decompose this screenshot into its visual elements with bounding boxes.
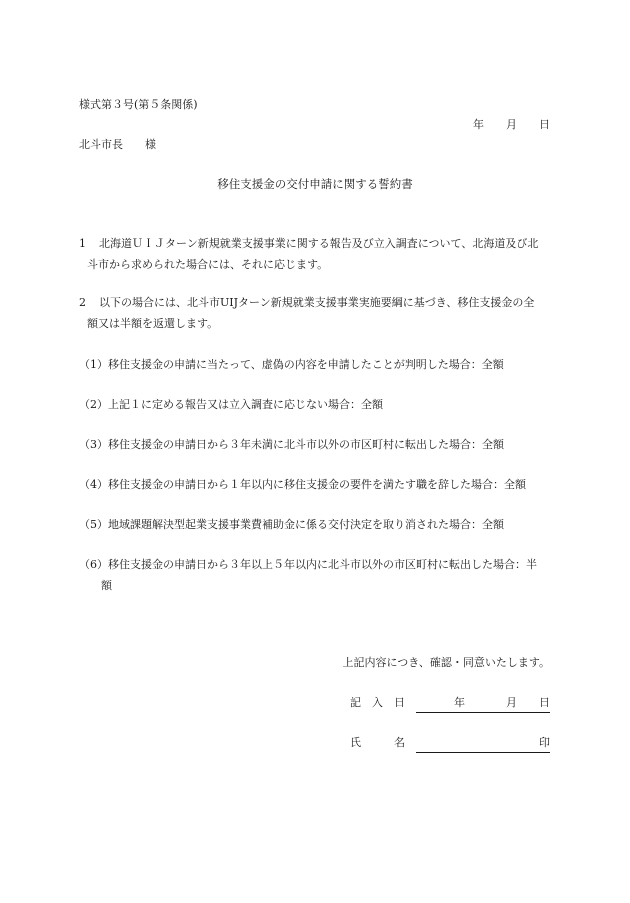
sub-item-4 bbox=[79, 474, 554, 495]
date-header-year: 年 bbox=[473, 118, 484, 131]
date-header-month: 月 bbox=[506, 118, 517, 131]
form-number: 様式第３号(第５条関係) bbox=[79, 98, 198, 111]
item-number: 2 bbox=[79, 296, 86, 309]
consent-statement: 上記内容につき、確認・同意いたします。 bbox=[342, 656, 550, 669]
entry-date-day: 日 bbox=[539, 696, 550, 709]
item-text-line2: 斗市から求められた場合には、それに応じます。 bbox=[87, 258, 329, 271]
item-text-line1: 北海道ＵＩＪターン新規就業支援事業に関する報告及び立入調査について、北海道及び北 bbox=[99, 237, 539, 250]
entry-date-month: 月 bbox=[506, 696, 517, 709]
sub-item-6 bbox=[79, 554, 554, 596]
name-label: 氏 名 bbox=[350, 736, 405, 749]
item-text-line2: 額又は半額を返還します。 bbox=[87, 317, 219, 330]
entry-date-label: 記 入 日 bbox=[350, 696, 405, 709]
pledge-item-2 bbox=[79, 292, 554, 334]
entry-date-field[interactable] bbox=[416, 698, 550, 713]
sub-item-3 bbox=[79, 434, 554, 455]
name-field[interactable] bbox=[416, 738, 550, 753]
sub-item-text: （2）上記１に定める報告又は立入調査に応じない場合：全額 bbox=[79, 398, 383, 411]
addressee: 北斗市長 様 bbox=[79, 138, 156, 151]
date-header-day: 日 bbox=[539, 118, 550, 131]
date-header bbox=[473, 119, 550, 130]
sub-item-text: （1）移住支援金の申請に当たって、虚偽の内容を申請したことが判明した場合：全額 bbox=[79, 358, 504, 371]
sub-item-text: （4）移住支援金の申請日から１年以内に移住支援金の要件を満たす職を辞した場合：全額 bbox=[79, 478, 526, 491]
sub-item-5 bbox=[79, 514, 554, 535]
sub-item-text-line2: 額 bbox=[101, 579, 112, 592]
entry-date-year: 年 bbox=[454, 696, 465, 709]
entry-date-row bbox=[350, 697, 550, 713]
sub-item-1 bbox=[79, 354, 554, 375]
sub-item-text: （5）地域課題解決型起業支援事業費補助金に係る交付決定を取り消された場合：全額 bbox=[79, 518, 504, 531]
item-text-line1: 以下の場合には、北斗市UIJターン新規就業支援事業実施要綱に基づき、移住支援金の全 bbox=[99, 296, 535, 309]
document-title: 移住支援金の交付申請に関する誓約書 bbox=[217, 177, 413, 191]
item-number: 1 bbox=[79, 237, 86, 250]
seal-mark: 印 bbox=[539, 736, 550, 749]
pledge-item-1 bbox=[79, 233, 554, 275]
sub-item-text: （6）移住支援金の申請日から３年以上５年以内に北斗市以外の市区町村に転出した場合：半 bbox=[79, 558, 537, 571]
sub-item-2 bbox=[79, 394, 554, 415]
name-row bbox=[350, 737, 550, 753]
sub-item-text: （3）移住支援金の申請日から３年未満に北斗市以外の市区町村に転出した場合：全額 bbox=[79, 438, 504, 451]
